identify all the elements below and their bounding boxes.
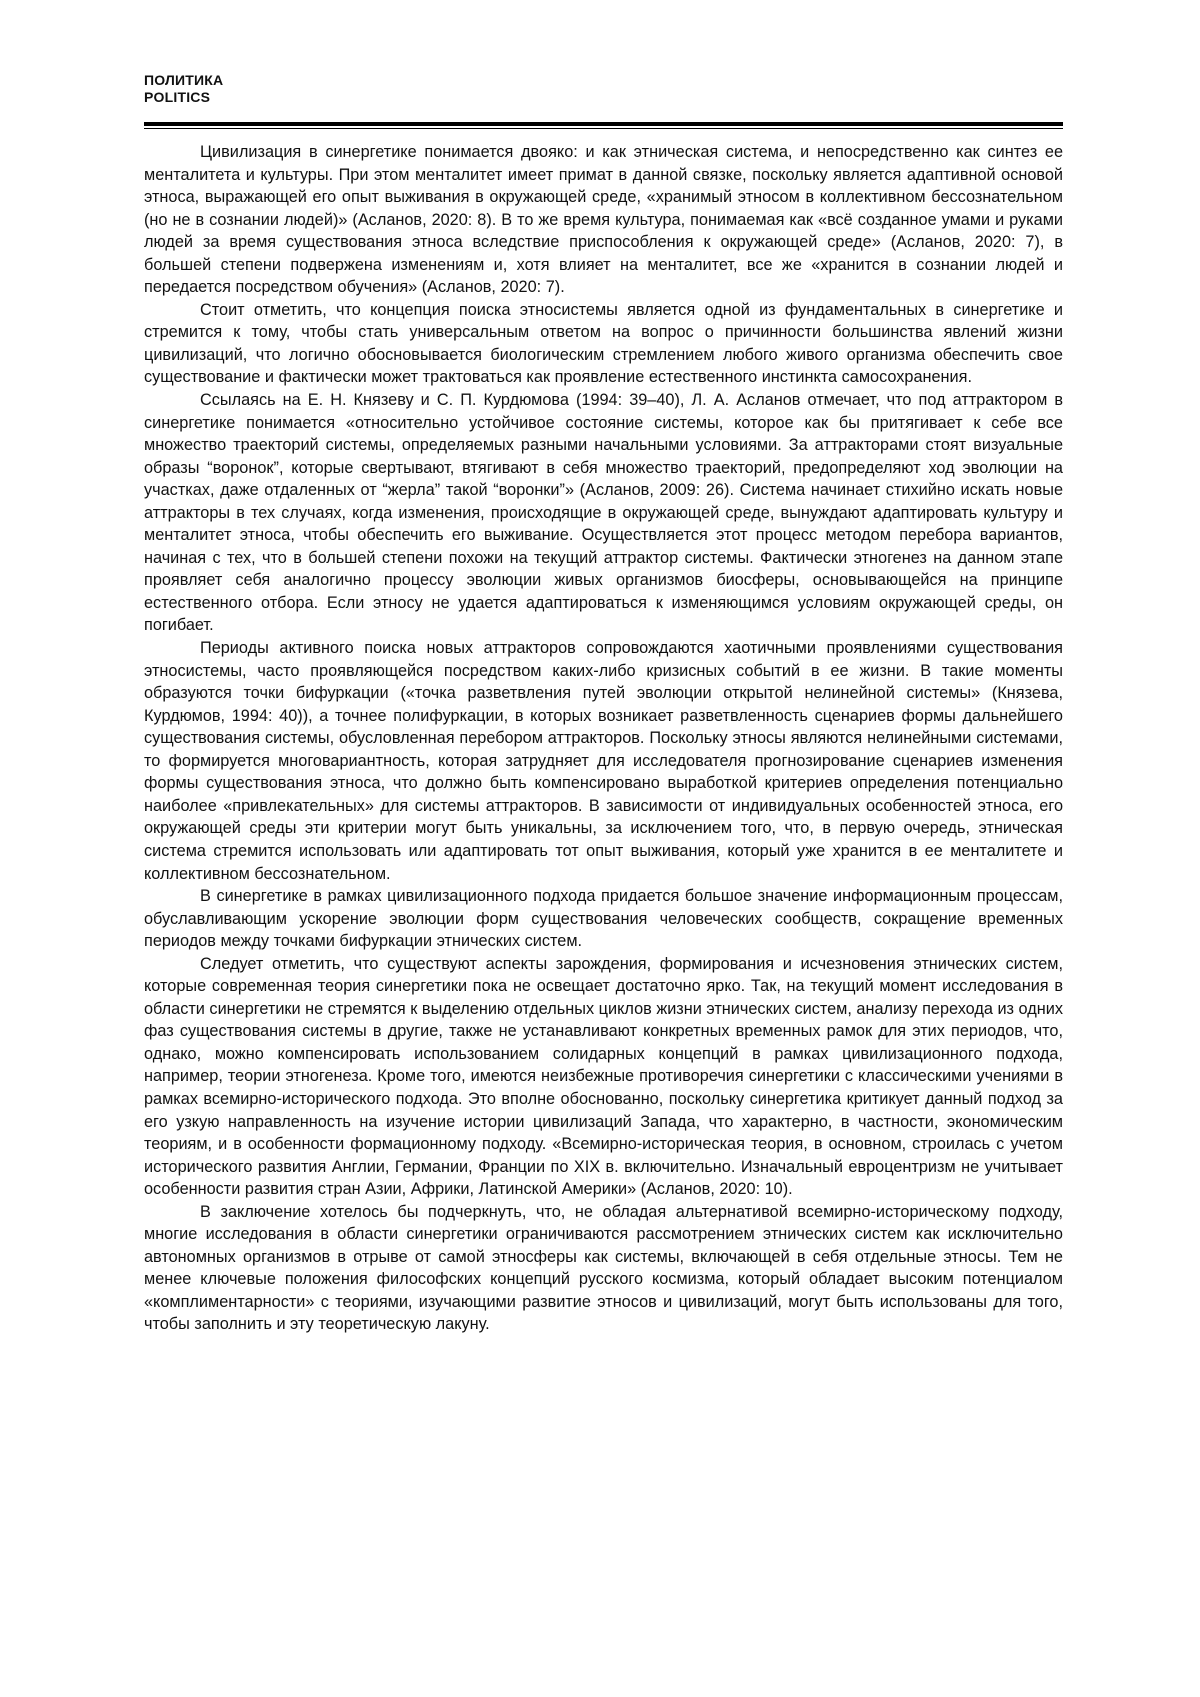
- paragraph-civilization-definition: Цивилизация в синергетике понимается двояко: и как этническая система, и непосредственно как синтез ее менталитета и культуры. При этом менталитет имеет примат в данной связке, поскольку является адаптивной основой этноса, выражающей его опыт выживания в окружающей среде, «хранимый этносом в коллективном бессознательном (но не в сознании людей)» (Асланов, 2020: 8). В то же время культура, понимаемая как «всё созданное умами и руками людей за время существования этноса вследствие приспособления к окружающей среде» (Асланов, 2020: 7), в большей степени подвержена изменениям и, хотя влияет на менталитет, все же «хранится в сознании людей и передается посредством обучения» (Асланов, 2020: 7).: [144, 143, 1063, 297]
- paragraph-information-processes: В синергетике в рамках цивилизационного подхода придается большое значение информационным процессам, обуславливающим ускорение эволюции форм существования человеческих сообществ, сокращение временных периодов между точками бифуркации этнических систем.: [144, 887, 1063, 951]
- article-body: [144, 141, 1063, 1336]
- running-header: [144, 72, 223, 106]
- section-title-en: POLITICS: [144, 89, 211, 105]
- paragraph-ethnosystem-search: Стоит отметить, что концепция поиска этносистемы является одной из фундаментальных в синергетике и стремится к тому, чтобы стать универсальным ответом на вопрос о причинности большинства явлений жизни цивилизаций, что логично обосновывается биологическим стремлением любого живого организма обеспечить свое существование и фактически может трактоваться как проявление естественного инстинкта самосохранения.: [144, 300, 1063, 387]
- paragraph-conclusion: В заключение хотелось бы подчеркнуть, что, не обладая альтернативой всемирно-историческому подходу, многие исследования в области синергетики ограничиваются рассмотрением этнических систем как исключительно автономных организмов в отрыве от самой этносферы как системы, включающей в себя отдельные этносы. Тем не менее ключевые положения философских концепций русского космизма, который обладает высоким потенциалом «комплиментарности» с теориями, изучающими развитие этносов и цивилизаций, могут быть использованы для того, чтобы заполнить и эту теоретическую лакуну.: [144, 1202, 1063, 1334]
- paragraph-attractor: Ссылаясь на Е. Н. Князеву и С. П. Курдюмова (1994: 39–40), Л. А. Асланов отмечает, что под аттрактором в синергетике понимается «относительно устойчивое состояние системы, которое как бы притягивает к себе все множество траекторий системы, определяемых разными начальными условиями. За аттракторами стоят визуальные образы “воронок”, которые свертывают, втягивают в себя множество траекторий, предопределяют ход эволюции на участках, даже отдаленных от “жерла” такой “воронки”» (Асланов, 2009: 26). Система начинает стихийно искать новые аттракторы в тех случаях, когда изменения, происходящие в окружающей среде, вынуждают адаптировать культуру и менталитет этноса, чтобы обеспечить его выживание. Осуществляется этот процесс методом перебора вариантов, начиная с тех, что в большей степени похожи на текущий аттрактор системы. Фактически этногенез на данном этапе проявляет себя аналогично процессу эволюции живых организмов биосферы, основывающейся на принципе естественного отбора. Если этносу не удается адаптироваться к изменяющимся условиям окружающей среды, он погибает.: [144, 391, 1063, 635]
- header-divider-thick: [144, 122, 1063, 126]
- header-divider-thin: [144, 128, 1063, 129]
- paragraph-ethnic-system-aspects: Следует отметить, что существуют аспекты зарождения, формирования и исчезновения этнических систем, которые современная теория синергетики пока не освещает достаточно ярко. Так, на текущий момент исследования в области синергетики не стремятся к выделению отдельных циклов жизни этнических систем, анализу перехода из одних фаз существования системы в другие, также не устанавливают конкретных временных рамок для этих периодов, что, однако, можно компенсировать использованием солидарных концепций в рамках цивилизационного подхода, например, теории этногенеза. Кроме того, имеются неизбежные противоречия синергетики с классическими учениями в рамках всемирно-исторического подхода. Это вполне обоснованно, поскольку синергетика критикует данный подход за его узкую направленность на изучение истории цивилизаций Запада, что характерно, в частности, экономическим теориям, и в особенности формационному подходу. «Всемирно-историческая теория, в основном, строилась с учетом исторического развития Англии, Германии, Франции по XIX в. включительно. Изначальный евроцентризм не учитывает особенности развития стран Азии, Африки, Латинской Америки» (Асланов, 2020: 10).: [144, 954, 1063, 1199]
- paragraph-bifurcation: Периоды активного поиска новых аттракторов сопровождаются хаотичными проявлениями существования этносистемы, часто проявляющейся посредством каких-либо кризисных событий в ее жизни. В такие моменты образуются точки бифуркации («точка разветвления путей эволюции открытой нелинейной системы» (Князева, Курдюмов, 1994: 40)), а точнее полифуркации, в которых возникает разветвленность сценариев формы дальнейшего существования системы, обусловленная перебором аттракторов. Поскольку этносы являются нелинейными системами, то формируется многовариантность, которая затрудняет для исследователя прогнозирование сценариев изменения формы существования этноса, что должно быть компенсировано выработкой критериев определения потенциально наиболее «привлекательных» для системы аттракторов. В зависимости от индивидуальных особенностей этноса, его окружающей среды эти критерии могут быть уникальны, за исключением того, что, в первую очередь, этническая система стремится использовать или адаптировать тот опыт выживания, который уже хранится в ее менталитете и коллективном бессознательном.: [144, 639, 1063, 883]
- section-title-ru: ПОЛИТИКА: [144, 72, 224, 88]
